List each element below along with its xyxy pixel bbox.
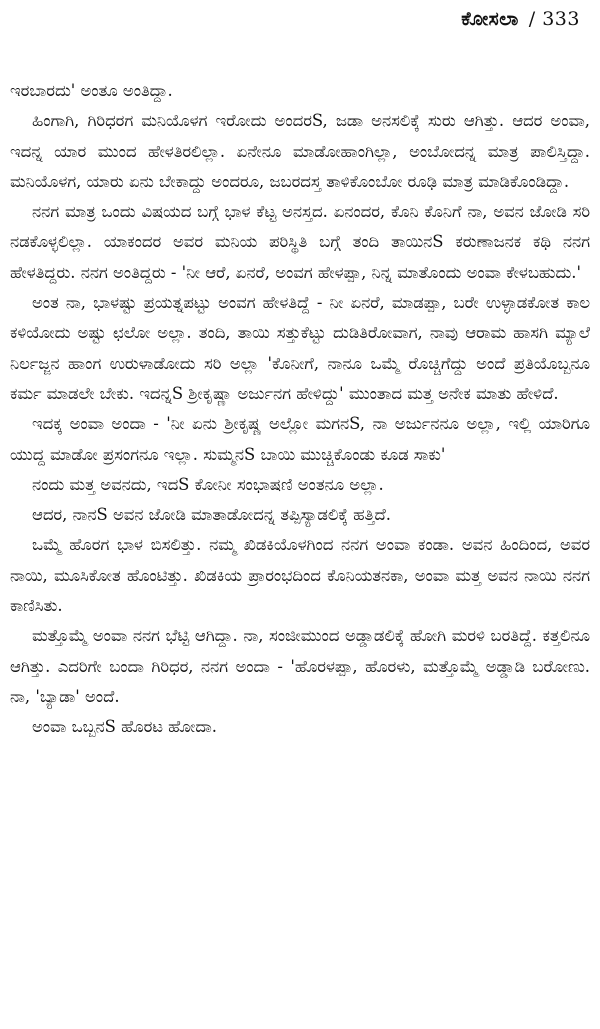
paragraph: ಅಂತ ನಾ, ಭಾಳಷ್ಟು ಪ್ರಯತ್ನಪಟ್ಟು ಅಂವಗ ಹೇಳತಿದ್ದೆ - ನೀ ಏನರೆ, ಮಾಡಪ್ಪಾ, ಬರೇ ಉಳ್ಳಾಡಕೋತ ಕಾಲ ಕಳಿಯೋದು ಅಷ್ಟು ಛಲೋ ಅಲ್ಲಾ. ತಂದಿ, ತಾಯಿ ಸತ್ತುಕೆಟ್ಟು ದುಡಿತಿರೋವಾಗ, ನಾವು ಆರಾಮ ಹಾಸಗಿ ಮ್ಯಾಲೆ ನಿರ್ಲಜ್ಜನ ಹಾಂಗ ಉರುಳಾಡೋದು ಸರಿ ಅಲ್ಲಾ 'ಕೊನೀಗೆ, ನಾನೂ ಒಮ್ಮೆ ರೊಚ್ಚಿಗೆದ್ದು ಅಂದೆ ಪ್ರತಿಯೊಬ್ಬನೂ ಕರ್ಮ ಮಾಡಲೇ ಬೇಕು. ಇದನ್ನS ಶ್ರೀಕೃಷ್ಣಾ ಅರ್ಜುನಗ ಹೇಳಿದ್ದು' ಮುಂತಾದ ಮತ್ತ ಅನೇಕ ಮಾತು ಹೇಳಿದೆ. (10, 293, 590, 403)
page-number: / 333 (528, 8, 580, 30)
paragraph: ಒಮ್ಮೆ ಹೊರಗ ಭಾಳ ಬಿಸಲಿತ್ತು. ನಮ್ಮ ಖಿಡಕಿಯೊಳಗಿಂದ ನನಗ ಅಂವಾ ಕಂಡಾ. ಅವನ ಹಿಂದಿಂದ, ಅವರ ನಾಯಿ, ಮೂಸಿಕೋತ ಹೊಂಟಿತ್ತು. ಖಿಡಕಿಯ ಪ್ರಾರಂಭದಿಂದ ಕೊನಿಯತನಕಾ, ಅಂವಾ ಮತ್ತ ಅವನ ನಾಯಿ ನನಗ ಕಾಣಿಸಿತು. (10, 535, 590, 616)
paragraph: ಮತ್ತೊಮ್ಮೆ ಅಂವಾ ನನಗ ಭೆಟ್ಟಿ ಆಗಿದ್ದಾ. ನಾ, ಸಂಜೀಮುಂದ ಅಡ್ಡಾಡಲಿಕ್ಕೆ ಹೋಗಿ ಮರಳಿ ಬರತಿದ್ದೆ. ಕತ್ತಲಿನೂ ಆಗಿತ್ತು. ಎದರಿಗೇ ಬಂದಾ ಗಿರಿಧರ, ನನಗ ಅಂದಾ - 'ಹೊರಳಪ್ಪಾ, ಹೊರಳು, ಮತ್ತೊಮ್ಮೆ ಅಡ್ಡಾಡಿ ಬರೋಣು. ನಾ, 'ಬ್ಯಾಡಾ' ಅಂದೆ. (10, 626, 590, 706)
paragraph: ಅಂವಾ ಒಬ್ಬನS ಹೊರಟ ಹೋದಾ. (32, 717, 217, 737)
body-text (10, 76, 590, 743)
paragraph: ಇರಬಾರದು' ಅಂತೂ ಅಂತಿದ್ದಾ. (10, 81, 173, 100)
paragraph: ಹಿಂಗಾಗಿ, ಗಿರಿಧರಗ ಮನಿಯೊಳಗ ಇರೋದು ಅಂದರS, ಜಡಾ ಅನಸಲಿಕ್ಕೆ ಸುರು ಆಗಿತ್ತು. ಆದರ ಅಂವಾ, ಇದನ್ನ ಯಾರ ಮುಂದ ಹೇಳತಿರಲಿಲ್ಲಾ. ಏನೇನೂ ಮಾಡೋಹಾಂಗಿಲ್ಲಾ, ಅಂಬೋದನ್ನ ಮಾತ್ರ ಪಾಲಿಸ್ತಿದ್ದಾ. ಮನಿಯೊಳಗ, ಯಾರು ಏನು ಬೇಕಾದ್ದು ಅಂದರೂ, ಜಬರದಸ್ತ ತಾಳಿಕೊಂಬೋ ರೂಢಿ ಮಾತ್ರ ಮಾಡಿಕೊಂಡಿದ್ದಾ. (10, 111, 590, 191)
running-title: ಕೋಸಲಾ (461, 8, 519, 30)
running-header (461, 8, 584, 30)
paragraph: ನನಗ ಮಾತ್ರ ಒಂದು ವಿಷಯದ ಬಗ್ಗೆ ಭಾಳ ಕೆಟ್ಟ ಅನಸ್ತದ. ಏನಂದರ, ಕೊನಿ ಕೊನಿಗೆ ನಾ, ಅವನ ಜೋಡಿ ಸರಿ ನಡಕೊಳ್ಳಲಿಲ್ಲಾ. ಯಾಕಂದರ ಅವರ ಮನಿಯ ಪರಿಸ್ಥಿತಿ ಬಗ್ಗೆ ತಂದಿ ತಾಯಿನS ಕರುಣಾಜನಕ ಕಥಿ ನನಗ ಹೇಳತಿದ್ದರು. ನನಗ ಅಂತಿದ್ದರು - 'ನೀ ಆರೆ, ಏನರೆ, ಅಂವಗ ಹೇಳಪ್ಪಾ, ನಿನ್ನ ಮಾತೊಂದು ಅಂವಾ ಕೇಳಬಹುದು.' (10, 202, 590, 282)
paragraph: ಇದಕ್ಕ ಅಂವಾ ಅಂದಾ - 'ನೀ ಏನು ಶ್ರೀಕೃಷ್ಣ ಅಲ್ಲೋ ಮಗನS, ನಾ ಅರ್ಜುನನೂ ಅಲ್ಲಾ, ಇಲ್ಲಿ ಯಾರಿಗೂ ಯುದ್ದ ಮಾಡೋ ಪ್ರಸಂಗನೂ ಇಲ್ಲಾ. ಸುಮ್ಮನS ಬಾಯಿ ಮುಚ್ಚಿಕೊಂಡು ಕೂಡ ಸಾಕು' (10, 414, 590, 464)
paragraph: ಆದರ, ನಾನS ಅವನ ಜೋಡಿ ಮಾತಾಡೋದನ್ನ ತಪ್ಪಿಸ್ಯಾಡಲಿಕ್ಕೆ ಹತ್ತಿದೆ. (32, 505, 392, 525)
paragraph: ನಂದು ಮತ್ತ ಅವನದು, ಇದS ಕೋನೀ ಸಂಭಾಷಣಿ ಅಂತನೂ ಅಲ್ಲಾ. (32, 474, 384, 494)
